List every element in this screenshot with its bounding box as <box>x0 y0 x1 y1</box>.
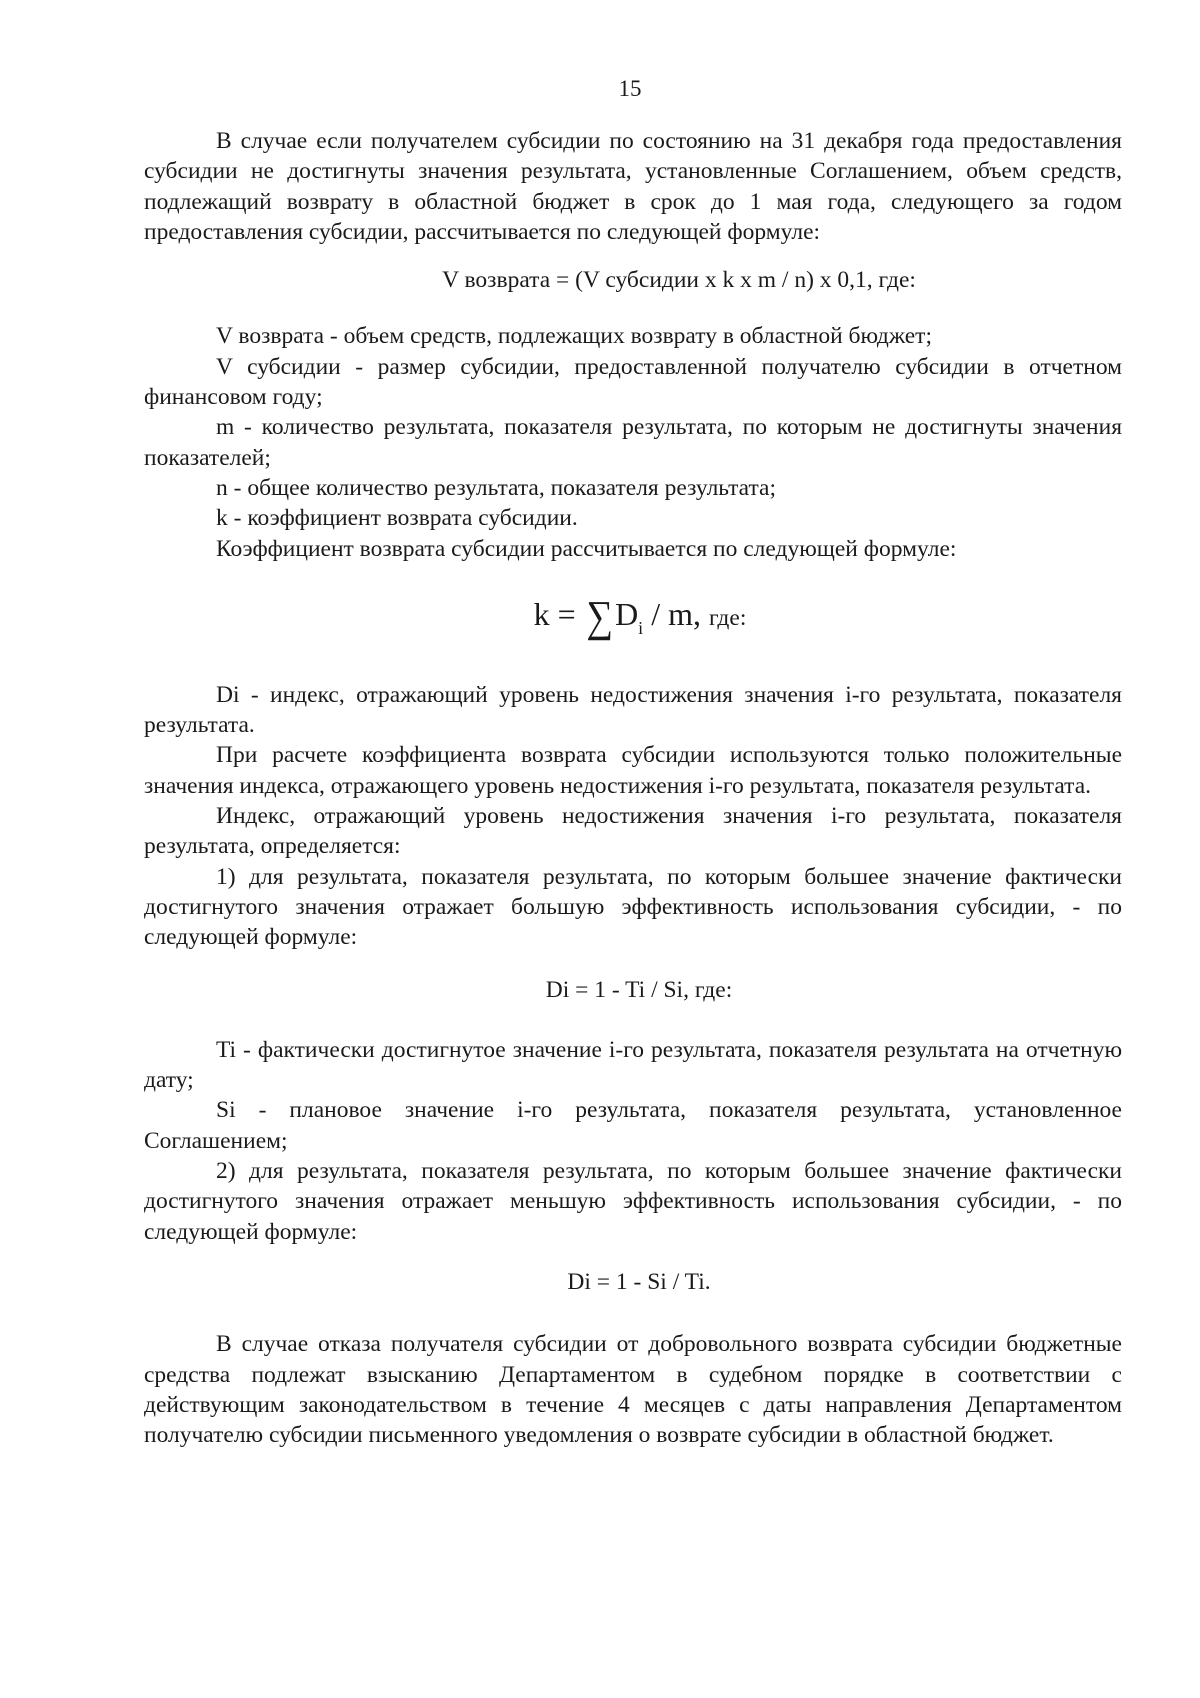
formula-coefficient-where: где: <box>708 604 747 631</box>
paragraph-index-determination: Индекс, отражающий уровень недостижения значения i-го результата, показателя результата, определяется: <box>144 803 1122 860</box>
document-body <box>144 126 1122 1450</box>
definition-si: Si - плановое значение i-го результата, показателя результата, установленное Соглашением; <box>144 1097 1122 1154</box>
formula-index-case-2: Di = 1 - Si / Ti. <box>567 1268 711 1295</box>
definition-m: m - количество результата, показателя результата, по которым не достигнуты значения показателей; <box>144 414 1122 471</box>
formula-return-volume: V возврата = (V субсидии x k x m / n) x 0,1, где: <box>442 267 916 294</box>
page-number: 15 <box>618 76 642 101</box>
definition-v-return: V возврата - объем средств, подлежащих возврату в областной бюджет; <box>216 323 932 350</box>
definition-ti: Ti - фактически достигнутое значение i-го результата, показателя результата на отчетную дату; <box>144 1036 1122 1094</box>
formula-coefficient-rest: / m, <box>643 595 709 632</box>
paragraph-return-conditions: В случае если получателем субсидии по состоянию на 31 декабря года предоставления субсидии не достигнуты значения результата, установленные Соглашением, объем средств, подлежащий возврату в областной бюджет в срок до 1 мая года, следующего за годом предоставления субсидии, рассчитывается по следующей формуле: <box>144 128 1122 245</box>
formula-coefficient <box>144 584 1122 644</box>
paragraph-case-1: 1) для результата, показателя результата, по которым большее значение фактически достигнутого значения отражает большую эффективность использования субсидии, - по следующей формуле: <box>144 863 1122 951</box>
definition-di: Di - индекс, отражающий уровень недостижения значения i-го результата, показателя результата. <box>144 681 1122 739</box>
definition-n: n - общее количество результата, показателя результата; <box>216 474 777 501</box>
definition-v-subsidy: V субсидии - размер субсидии, предоставленной получателю субсидии в отчетном финансовом году; <box>144 353 1122 411</box>
paragraph-coefficient-intro: Коэффициент возврата субсидии рассчитывается по следующей формуле: <box>216 535 957 562</box>
paragraph-case-2: 2) для результата, показателя результата, по которым большее значение фактически достигнутого значения отражает меньшую эффективность использования субсидии, - по следующей формуле: <box>144 1158 1122 1245</box>
formula-coefficient-subscript: i <box>638 617 644 638</box>
definition-k: k - коэффициент возврата субсидии. <box>216 505 578 532</box>
paragraph-refusal: В случае отказа получателя субсидии от добровольного возврата субсидии бюджетные средства подлежат взысканию Департаментом в судебном порядке в соответствии с действующим законодательством в течение 4 месяцев с даты направления Департаментом получателю субсидии письменного уведомления о возврате субсидии в областной бюджет. <box>144 1331 1122 1449</box>
formula-coefficient-d: D <box>615 595 639 632</box>
formula-index-case-1: Di = 1 - Ti / Si, где: <box>545 976 733 1003</box>
sigma-symbol: ∑ <box>586 591 613 641</box>
formula-coefficient-lhs: k = <box>533 595 584 632</box>
paragraph-positive-values: При расчете коэффициента возврата субсидии используются только положительные значения индекса, отражающего уровень недостижения i-го результата, показателя результата. <box>144 742 1122 799</box>
